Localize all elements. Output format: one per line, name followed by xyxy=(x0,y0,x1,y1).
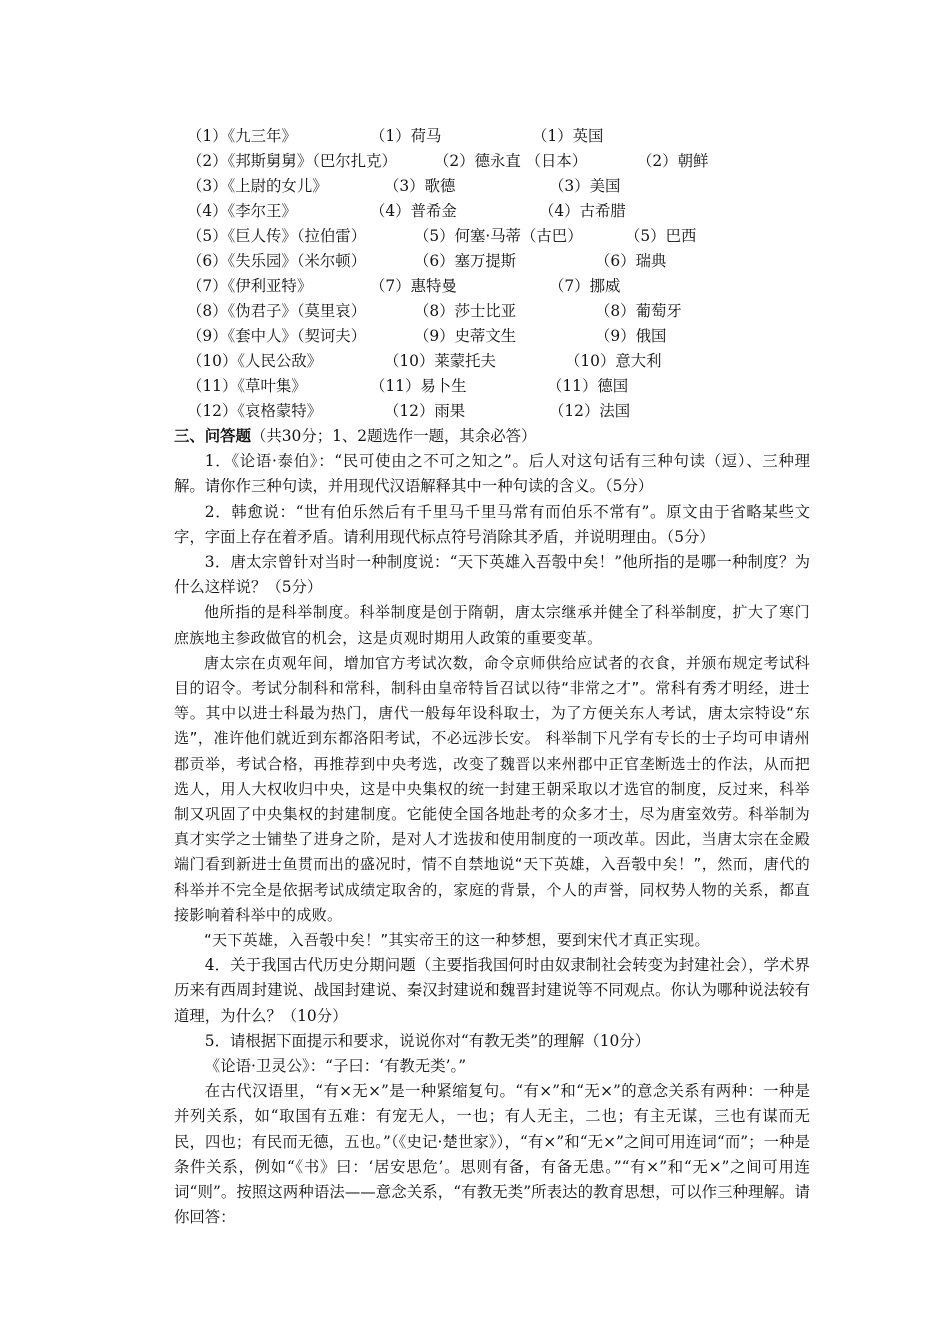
question-1: 1．《论语·泰伯》：“民可使由之不可之知之”。后人对这句话有三种句读（逗）、三种理解。请你作三种句读，并用现代汉语解释其中一种句读的含义。（5分） xyxy=(174,452,810,496)
author-cell: （8）莎士比亚 xyxy=(414,302,517,320)
country-cell: （2）朝鲜 xyxy=(637,152,709,170)
country-cell: （11）德国 xyxy=(547,377,629,395)
work-cell: （5）《巨人传》（拉伯雷） xyxy=(187,227,367,245)
country-cell: （1）英国 xyxy=(532,127,604,145)
section-note: （共30分；1、2题选作一题，其余必答） xyxy=(250,427,537,445)
author-cell: （1）荷马 xyxy=(370,127,442,145)
work-cell: （8）《伪君子》（莫里哀） xyxy=(187,302,367,320)
answer-paragraph: 唐太宗在贞观年间，增加官方考试次数，命令京师供给应试者的衣食，并颁布规定考试科目的诏令。考试分制科和常科，制科由皇帝特旨召试以待“非常之才”。常科有秀才明经，进士等。其中以进士科最为热门，唐代一般每年设科取士，为了方便关东人考试，唐太宗特设“东选”，准许他们就近到东都洛阳考试，不必远涉长安。 科举制下凡学有专长的士子均可申请州郡贡举，考试合格，再推荐到中央考选，改变了魏晋以来州郡中正官垄断选士的作法，从而把选人，用人大权收归中央，这是中央集权的统一封建王朝采取以才选官的制度，反过来，科举制又巩固了中央集权的封建制度。它能使全国各地赴考的众多才士，尽为唐室效劳。科举制为真才实学之士铺垫了进身之阶，是对人才选拔和使用制度的一项改革。因此，当唐太宗在金殿端门看到新进士鱼贯而出的盛况时，情不自禁地说“天下英雄，入吾彀中矣！”，然而，唐代的科举并不完全是依据考试成绩定取舍的，家庭的背景，个人的声誉，同权势人物的关系，都直接影响着科举中的成败。 xyxy=(174,653,810,924)
work-cell: （12）《哀格蒙特》 xyxy=(187,402,323,420)
author-cell: （5）何塞·马蒂（古巴） xyxy=(414,227,583,245)
country-cell: （7）挪威 xyxy=(549,277,621,295)
author-cell: （7）惠特曼 xyxy=(370,277,457,295)
question-3: 3．唐太宗曾针对当时一种制度说：“天下英雄入吾彀中矣！”他所指的是哪一种制度？为什么这样说？（5分） xyxy=(174,553,810,597)
work-cell: （9）《套中人》（契诃夫） xyxy=(187,327,367,345)
author-cell: （6）塞万提斯 xyxy=(414,252,517,270)
author-cell: （11）易卜生 xyxy=(370,377,467,395)
country-cell: （9）俄国 xyxy=(595,327,667,345)
question-section xyxy=(174,424,810,1231)
author-cell: （3）歌德 xyxy=(384,177,456,195)
work-cell: （2）《邦斯舅舅》（巴尔扎克） xyxy=(187,152,397,170)
country-cell: （6）瑞典 xyxy=(595,252,667,270)
work-cell: （3）《上尉的女儿》 xyxy=(187,177,328,195)
work-cell: （7）《伊利亚特》 xyxy=(187,277,313,295)
work-cell: （4）《李尔王》 xyxy=(187,202,297,220)
question-5: 5．请根据下面提示和要求，说说你对“有教无类”的理解（10分） xyxy=(204,1031,651,1050)
author-cell: （2）德永直 （日本） xyxy=(434,152,588,170)
country-cell: （3）美国 xyxy=(549,177,621,195)
author-cell: （9）史蒂文生 xyxy=(414,327,517,345)
section-heading xyxy=(174,424,810,449)
country-cell: （5）巴西 xyxy=(625,227,697,245)
question-5-quote: 《论语·卫灵公》：“子曰：‘有教无类’。” xyxy=(204,1057,467,1076)
country-cell: （4）古希腊 xyxy=(539,202,626,220)
country-cell: （12）法国 xyxy=(549,402,631,420)
answer-paragraph: “天下英雄，入吾彀中矣！”其实帝王的这一种梦想，要到宋代才真正实现。 xyxy=(204,931,710,950)
answer-paragraph: 他所指的是科举制度。科举制度是创于隋朝，唐太宗继承并健全了科举制度，扩大了寒门庶族地主参政做官的机会，这是贞观时期用人政策的重要变革。 xyxy=(174,603,810,647)
work-cell: （10）《人民公敌》 xyxy=(187,352,323,370)
author-cell: （10）莱蒙托夫 xyxy=(384,352,496,370)
country-cell: （8）葡萄牙 xyxy=(595,302,682,320)
work-cell: （1）《九三年》 xyxy=(187,127,297,145)
author-cell: （4）普希金 xyxy=(370,202,457,220)
work-cell: （6）《失乐园》（米尔顿） xyxy=(187,252,367,270)
section-title: 三、问答题 xyxy=(174,427,251,445)
question-2: 2．韩愈说：“世有伯乐然后有千里马千里马常有而伯乐不常有”。原文由于省略某些文字，字面上存在着矛盾。请利用现代标点符号消除其矛盾，并说明理由。（5分） xyxy=(174,502,810,546)
work-cell: （11）《草叶集》 xyxy=(187,377,307,395)
question-4: 4．关于我国古代历史分期问题（主要指我国何时由奴隶制社会转变为封建社会），学术界历来有西周封建说、战国封建说、秦汉封建说和魏晋封建说等不同观点。你认为哪种说法较有道理，为什么？（10分） xyxy=(174,956,810,1025)
question-5-body: 在古代汉语里，“有×无×”是一种紧缩复句。“有×”和“无×”的意念关系有两种：一种是并列关系，如“取国有五难：有宠无人，一也；有人无主，二也；有主无谋，三也有谋而无民，四也；有民而无德，五也。”（《史记·楚世家》），“有×”和“无×”之间可用连词“而”；一种是条件关系，例如“《书》曰：‘居安思危’。思则有备，有备无患。”“有×”和“无×”之间可用连词“则”。按照这两种语法——意念关系，“有教无类”所表达的教育思想，可以作三种理解。请你回答： xyxy=(174,1082,810,1227)
country-cell: （10）意大利 xyxy=(565,352,662,370)
author-cell: （12）雨果 xyxy=(384,402,466,420)
